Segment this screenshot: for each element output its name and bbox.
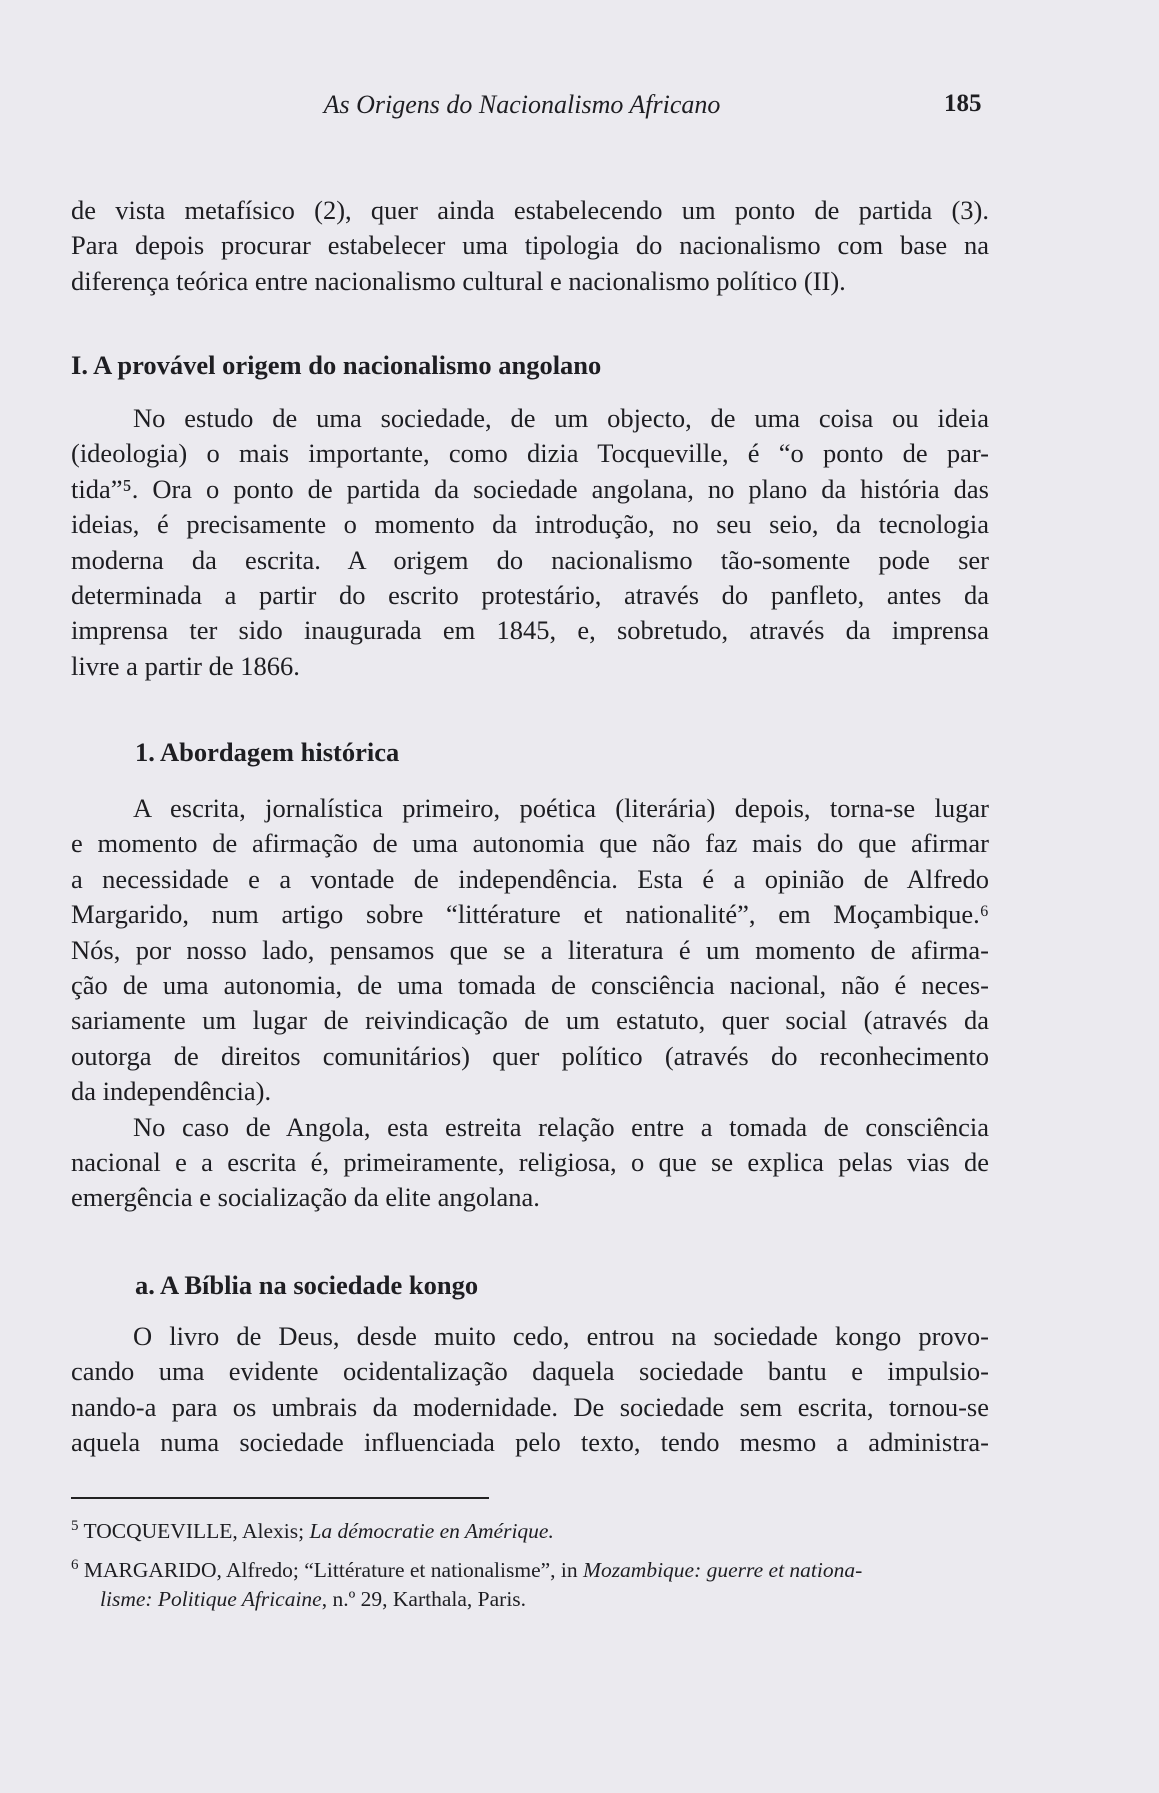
- text-line: moderna da escrita. A origem do nacionalismo tão-somente pode ser: [71, 544, 989, 575]
- text-line: No estudo de uma sociedade, de um objecto, de uma coisa ou ideia: [133, 403, 989, 433]
- text-line: ção de uma autonomia, de uma tomada de consciência nacional, não é neces-: [71, 969, 989, 1000]
- footnote-title: La démocratie en Amérique.: [309, 1519, 554, 1544]
- text-line: cando uma evidente ocidentalização daquela sociedade bantu e impulsio-: [71, 1356, 989, 1387]
- page-number: 185: [944, 90, 982, 117]
- paragraph-origem: [71, 401, 989, 684]
- text-line: No caso de Angola, esta estreita relação entre a tomada de consciência: [133, 1111, 989, 1142]
- paragraph-abordagem: [71, 791, 989, 1216]
- text-line: emergência e socialização da elite angolana.: [71, 1182, 540, 1213]
- footnote-6-continued: [71, 1585, 1001, 1614]
- text-line: aquela numa sociedade influenciada pelo texto, tendo mesmo a administra-: [71, 1427, 989, 1458]
- footnotes: [71, 1512, 1001, 1614]
- text-line: O livro de Deus, desde muito cedo, entrou na sociedade kongo provo-: [133, 1321, 989, 1351]
- text-line: Nós, por nosso lado, pensamos que se a literatura é um momento de afirma-: [71, 934, 989, 965]
- text-line: A escrita, jornalística primeiro, poética (literária) depois, torna-se lugar: [133, 793, 989, 823]
- text-line: e momento de afirmação de uma autonomia que não faz mais do que afirmar: [71, 828, 989, 859]
- text-line: da independência).: [71, 1076, 272, 1107]
- footnote-number: 6: [71, 1557, 79, 1574]
- text-line: de vista metafísico (2), quer ainda estabelecendo um ponto de partida (3).: [71, 195, 989, 225]
- footnote-title: lisme: Politique Africaine: [100, 1587, 322, 1612]
- running-header-title: As Origens do Nacionalismo Africano: [323, 90, 721, 119]
- text-line: ideias, é precisamente o momento da introdução, no seu seio, da tecnologia: [71, 509, 989, 540]
- text-line: livre a partir de 1866.: [71, 650, 300, 681]
- footnote-text: MARGARIDO, Alfredo; “Littérature et nationalisme”, in: [83, 1558, 584, 1583]
- text-line: determinada a partir do escrito protestário, através do panfleto, antes da: [71, 579, 989, 610]
- section-heading-I: I. A provável origem do nacionalismo angolano: [71, 350, 602, 380]
- text-line: sariamente um lugar de reivindicação de um estatuto, quer social (através da: [71, 1005, 989, 1036]
- text-line: nacional e a escrita é, primeiramente, religiosa, o que se explica pelas vias de: [71, 1146, 989, 1177]
- footnote-separator: [71, 1497, 489, 1499]
- section-heading-a: a. A Bíblia na sociedade kongo: [135, 1270, 479, 1300]
- footnote-5: [71, 1512, 1001, 1546]
- paragraph-intro-continued: [71, 193, 989, 299]
- footnote-text: , n.º 29, Karthala, Paris.: [321, 1587, 527, 1612]
- footnote-6: [71, 1551, 1001, 1585]
- section-heading-1: 1. Abordagem histórica: [135, 737, 400, 767]
- text-line: a necessidade e a vontade de independência. Esta é a opinião de Alfredo: [71, 863, 989, 894]
- paragraph-biblia: [71, 1319, 989, 1461]
- text-line: Para depois procurar estabelecer uma tipologia do nacionalismo com base na: [71, 230, 989, 261]
- text-line: diferença teórica entre nacionalismo cultural e nacionalismo político (II).: [71, 265, 846, 296]
- text-line: imprensa ter sido inaugurada em 1845, e, sobretudo, através da imprensa: [71, 615, 989, 646]
- footnote-text: TOCQUEVILLE, Alexis;: [83, 1519, 310, 1544]
- text-line: tida”⁵. Ora o ponto de partida da sociedade angolana, no plano da história das: [71, 473, 989, 504]
- footnote-title: Mozambique: guerre et nationa-: [583, 1558, 863, 1583]
- footnote-number: 5: [71, 1518, 79, 1534]
- text-line: outorga de direitos comunitários) quer político (através do reconhecimento: [71, 1040, 989, 1071]
- text-line: (ideologia) o mais importante, como dizia Tocqueville, é “o ponto de par-: [71, 438, 989, 469]
- text-line: nando-a para os umbrais da modernidade. De sociedade sem escrita, tornou-se: [71, 1391, 989, 1422]
- text-line: Margarido, num artigo sobre “littérature et nationalité”, em Moçambique.⁶: [71, 899, 989, 930]
